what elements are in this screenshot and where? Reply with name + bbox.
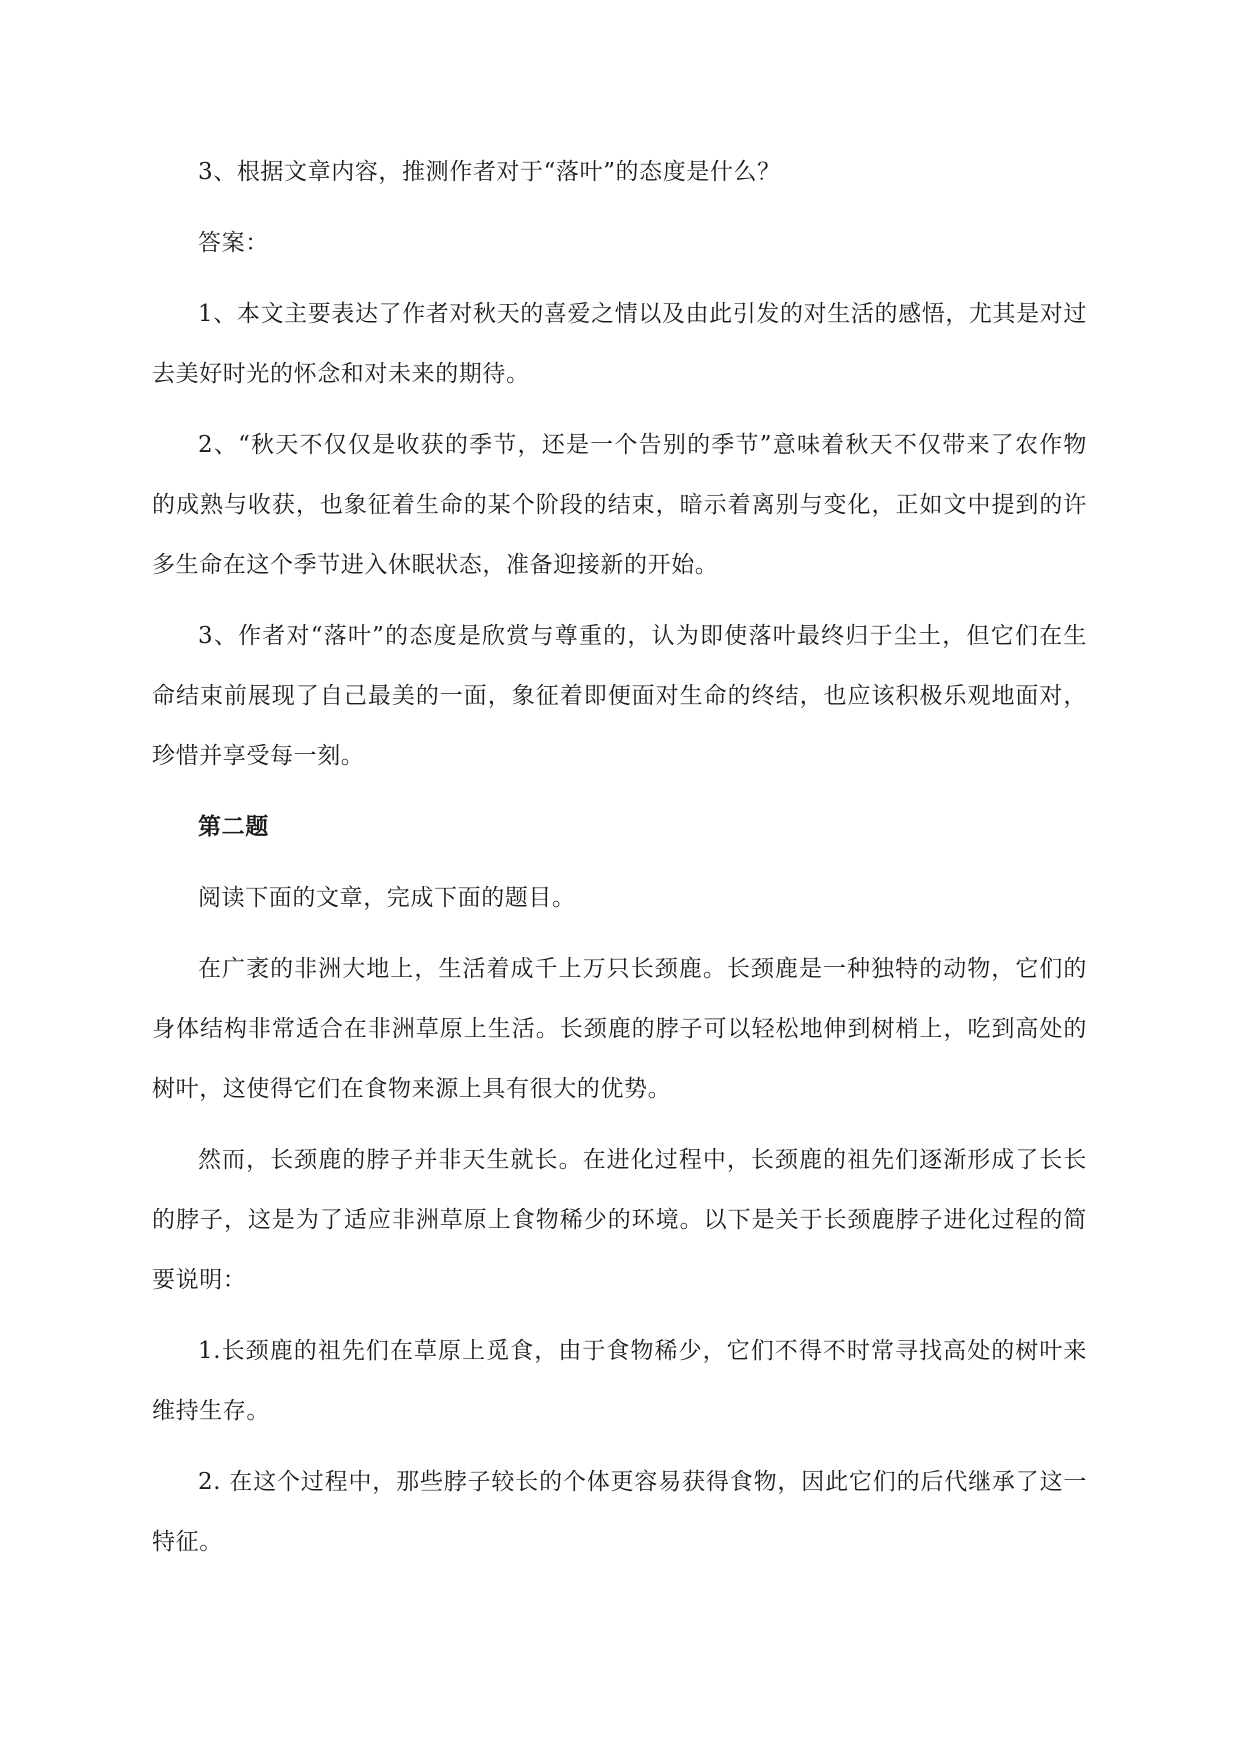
- answer-2: 2、“秋天不仅仅是收获的季节，还是一个告别的季节”意味着秋天不仅带来了农作物的成熟与收获，也象征着生命的某个阶段的结束，暗示着离别与变化，正如文中提到的许多生命在这个季节进入休眠状态，准备迎接新的开始。: [152, 432, 1087, 578]
- answer-1: 1、本文主要表达了作者对秋天的喜爱之情以及由此引发的对生活的感悟，尤其是对过去美好时光的怀念和对未来的期待。: [152, 301, 1087, 387]
- passage-list-item-1: 1.长颈鹿的祖先们在草原上觅食，由于食物稀少，它们不得不时常寻找高处的树叶来维持生存。: [152, 1338, 1087, 1424]
- passage-paragraph-2: 然而，长颈鹿的脖子并非天生就长。在进化过程中，长颈鹿的祖先们逐渐形成了长长的脖子，这是为了适应非洲草原上食物稀少的环境。以下是关于长颈鹿脖子进化过程的简要说明：: [152, 1147, 1087, 1293]
- reading-instruction: 阅读下面的文章，完成下面的题目。: [198, 885, 576, 911]
- question-3-prompt: 3、根据文章内容，推测作者对于“落叶”的态度是什么？: [198, 159, 781, 185]
- passage-list-item-2: 2. 在这个过程中，那些脖子较长的个体更容易获得食物，因此它们的后代继承了这一特征。: [152, 1469, 1087, 1555]
- answer-label: 答案：: [198, 230, 269, 256]
- section-heading: 第二题: [198, 814, 269, 840]
- document-body: [152, 142, 1087, 1583]
- passage-paragraph-1: 在广袤的非洲大地上，生活着成千上万只长颈鹿。长颈鹿是一种独特的动物，它们的身体结构非常适合在非洲草原上生活。长颈鹿的脖子可以轻松地伸到树梢上，吃到高处的树叶，这使得它们在食物来源上具有很大的优势。: [152, 956, 1087, 1102]
- answer-3: 3、作者对“落叶”的态度是欣赏与尊重的，认为即使落叶最终归于尘土，但它们在生命结束前展现了自己最美的一面，象征着即便面对生命的终结，也应该积极乐观地面对，珍惜并享受每一刻。: [152, 623, 1087, 769]
